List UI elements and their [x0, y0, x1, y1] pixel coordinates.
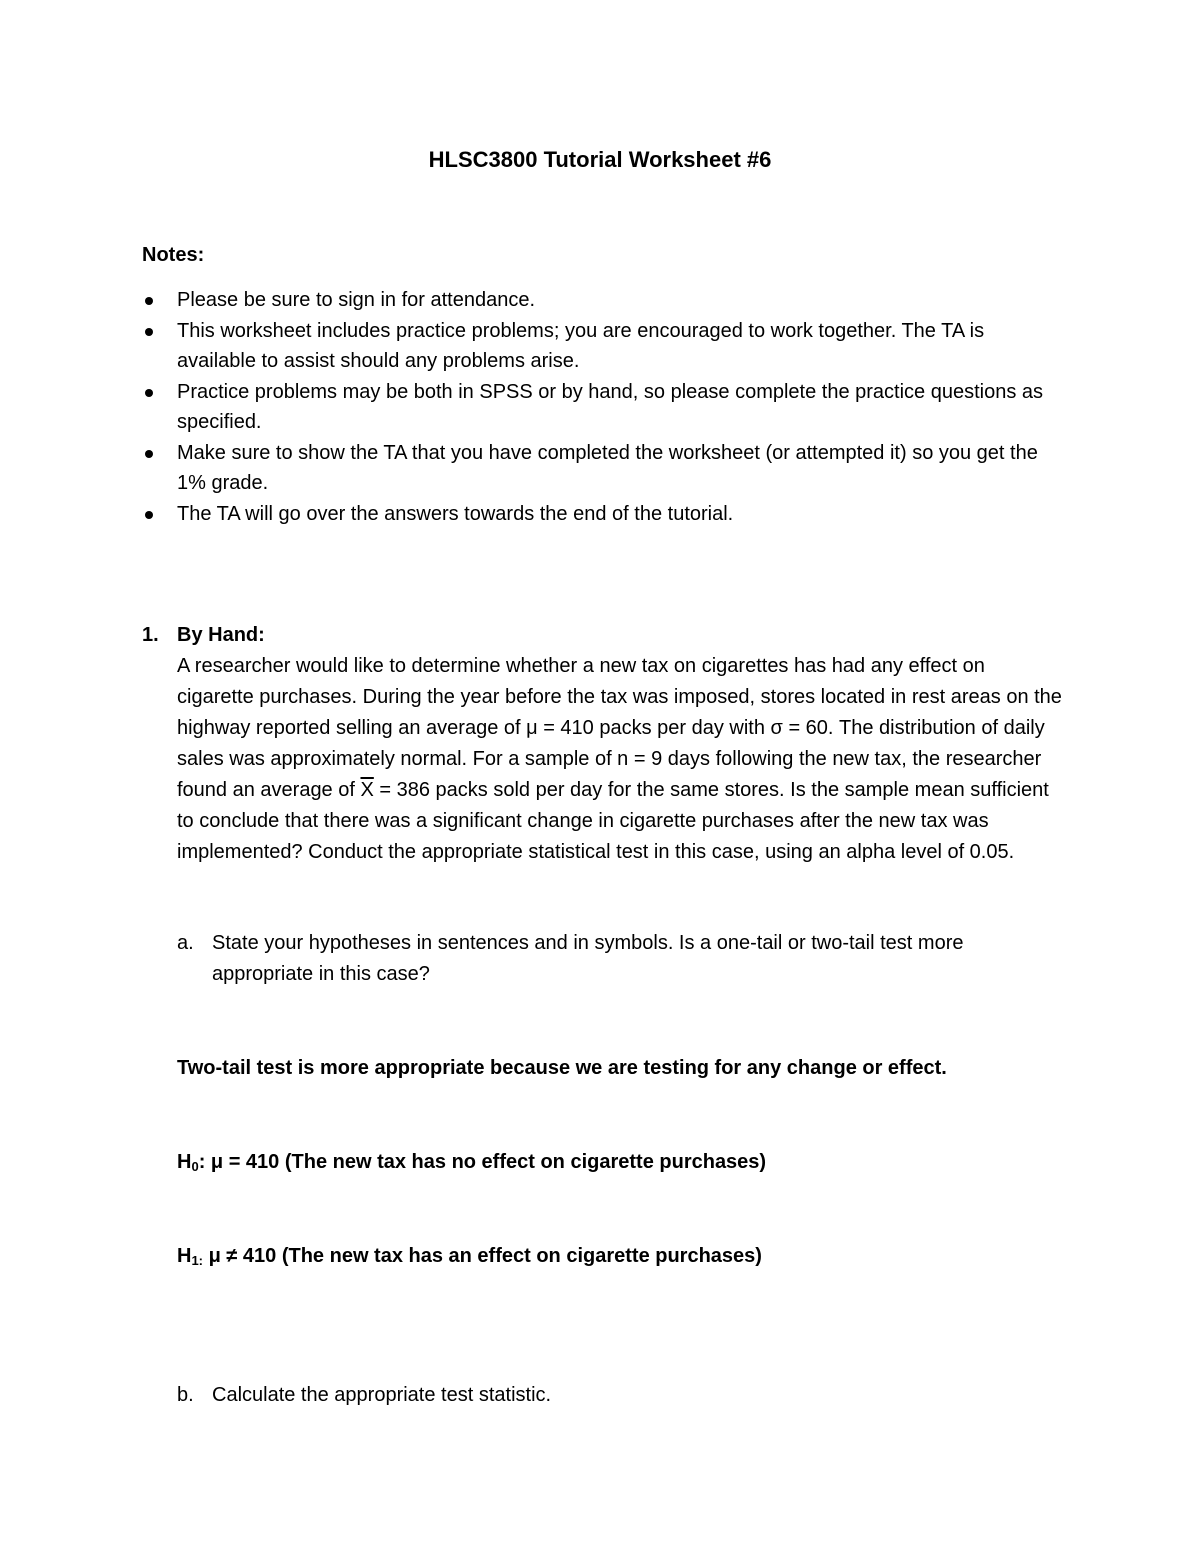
- h0-text: : μ = 410 (The new tax has no effect on cigarette purchases): [198, 1151, 767, 1173]
- null-hypothesis: [177, 1146, 1077, 1183]
- list-item: [142, 499, 1062, 530]
- bullet-icon: [145, 389, 153, 397]
- question-number: 1.: [142, 624, 159, 646]
- bullet-icon: [145, 511, 153, 519]
- question-text-part-2: = 386 packs sold per day for the same stores. Is the sample mean sufficient to conclude that there was a significant change in cigarette purchases after the new tax was implemented? Conduct the appropriate statistical test in this case, using an alpha level of 0.05.: [177, 779, 1049, 863]
- note-text: Please be sure to sign in for attendance.: [177, 289, 536, 311]
- h0-subscript: 0: [191, 1159, 199, 1174]
- list-item: [142, 316, 1062, 377]
- h1-letter: H: [177, 1245, 192, 1267]
- bullet-icon: [145, 450, 153, 458]
- document-title: HLSC3800 Tutorial Worksheet #6: [428, 147, 772, 172]
- bullet-icon: [145, 297, 153, 305]
- answer-tail-test: Two-tail test is more appropriate because we are testing for any change or effect.: [177, 1057, 947, 1079]
- notes-heading: Notes:: [142, 244, 205, 266]
- list-item: [142, 438, 1062, 499]
- list-item: [142, 285, 1062, 316]
- part-a-text: State your hypotheses in sentences and in symbols. Is a one-tail or two-tail test more appropriate in this case?: [212, 932, 964, 985]
- part-a: [177, 928, 1057, 990]
- bullet-icon: [145, 328, 153, 336]
- h1-subscript: 1:: [191, 1253, 204, 1268]
- list-item: [142, 377, 1062, 438]
- question-heading: By Hand:: [177, 624, 265, 646]
- question-text-part-1: A researcher would like to determine whether a new tax on cigarettes has had any effect on cigarette purchases. During the year before the tax was imposed, stores located in rest areas on the highway reported selling an average of μ = 410 packs per day with σ = 60. The distribution of daily sales was approximately normal. For a sample of n = 9 days following the new tax, the researcher found an average of: [177, 655, 1062, 801]
- note-text: The TA will go over the answers towards the end of the tutorial.: [177, 502, 734, 525]
- h0-letter: H: [177, 1151, 192, 1173]
- notes-list: [142, 285, 1062, 529]
- note-text: Make sure to show the TA that you have completed the worksheet (or attempted it) so you get the 1% grade.: [177, 441, 1038, 494]
- question-1: [142, 620, 1067, 868]
- part-b: [177, 1380, 1057, 1411]
- x-bar-symbol: $\overline{X}$: [360, 779, 374, 801]
- alternative-hypothesis: [177, 1240, 1077, 1277]
- note-text: This worksheet includes practice problems; you are encouraged to work together. The TA is available to assist should any problems arise.: [177, 319, 985, 372]
- note-text: Practice problems may be both in SPSS or by hand, so please complete the practice questions as specified.: [177, 380, 1044, 433]
- part-b-letter: b.: [177, 1384, 194, 1406]
- question-body: [177, 651, 1067, 868]
- part-a-letter: a.: [177, 932, 194, 954]
- h1-text: μ ≠ 410 (The new tax has an effect on cigarette purchases): [203, 1245, 762, 1267]
- part-b-text: Calculate the appropriate test statistic.: [212, 1384, 552, 1406]
